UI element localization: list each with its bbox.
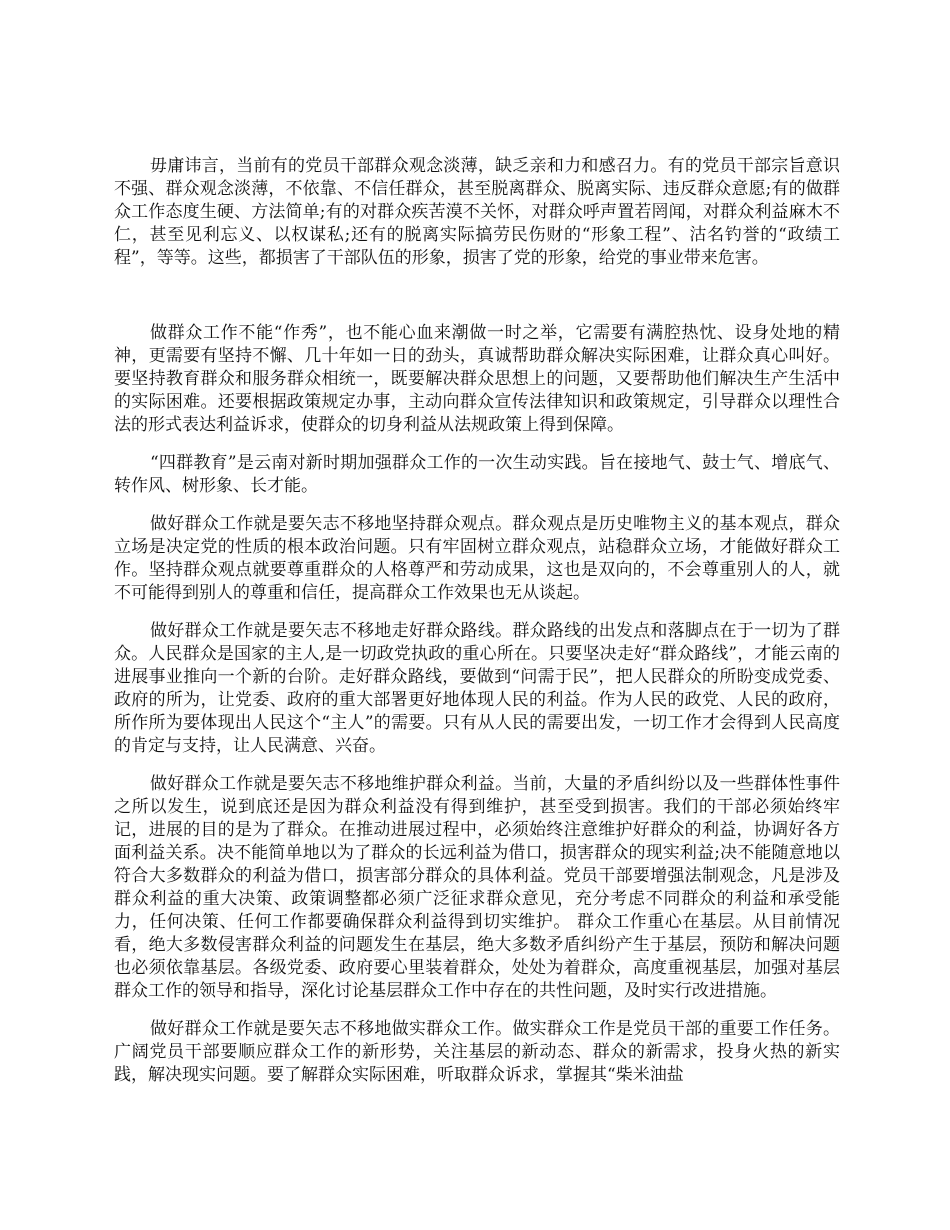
paragraph-4: 做好群众工作就是要矢志不移地坚持群众观点。群众观点是历史唯物主义的基本观点，群众立场是决定党的性质的根本政治问题。只有牢固树立群众观点，站稳群众立场，才能做好群众工作。坚持群众观点就要尊重群众的人格尊严和劳动成果，这也是双向的，不会尊重别人的人，就不可能得到别人的尊重和信任，提高群众工作效果也无从谈起。 — [114, 514, 840, 603]
document-page — [114, 155, 840, 1087]
paragraph-3: “四群教育”是云南对新时期加强群众工作的一次生动实践。旨在接地气、鼓士气、增底气、转作风、树形象、长才能。 — [114, 453, 840, 496]
paragraph-7: 做好群众工作就是要矢志不移地做实群众工作。做实群众工作是党员干部的重要工作任务。广阔党员干部要顺应群众工作的新形势，关注基层的新动态、群众的新需求，投身火热的新实践，解决现实问题。要了解群众实际困难，听取群众诉求，掌握其“柴米油盐 — [114, 1019, 840, 1085]
paragraph-5: 做好群众工作就是要矢志不移地走好群众路线。群众路线的出发点和落脚点在于一切为了群众。人民群众是国家的主人,是一切政党执政的重心所在。只要坚决走好“群众路线”，才能云南的进展事业推向一个新的台阶。走好群众路线，要做到“问需于民”，把人民群众的所盼变成党委、政府的所为，让党委、政府的重大部署更好地体现人民的利益。作为人民的政党、人民的政府，所作所为要体现出人民这个“主人”的需要。只有从人民的需要出发，一切工作才会得到人民高度的肯定与支持，让人民满意、兴奋。 — [114, 621, 840, 756]
paragraph-6: 做好群众工作就是要矢志不移地维护群众利益。当前，大量的矛盾纠纷以及一些群体性事件之所以发生，说到底还是因为群众利益没有得到维护，甚至受到损害。我们的干部必须始终牢记，进展的目的是为了群众。在推动进展过程中，必须始终注意维护好群众的利益，协调好各方面利益关系。决不能简单地以为了群众的长远利益为借口，损害群众的现实利益;决不能随意地以符合大多数群众的利益为借口，损害部分群众的具体利益。党员干部要增强法制观念，凡是涉及群众利益的重大决策、政策调整都必须广泛征求群众意见，充分考虑不同群众的利益和承受能力，任何决策、任何工作都要确保群众利益得到切实维护。 群众工作重心在基层。从目前情况看，绝大多数侵害群众利益的问题发生在基层，绝大多数矛盾纠纷产生于基层，预防和解决问题也必须依靠基层。各级党委、政府要心里装着群众，处处为着群众，高度重视基层，加强对基层群众工作的领导和指导，深化讨论基层群众工作中存在的共性问题，及时实行改进措施。 — [114, 774, 840, 1001]
paragraph-1: 毋庸讳言，当前有的党员干部群众观念淡薄，缺乏亲和力和感召力。有的党员干部宗旨意识不强、群众观念淡薄，不依靠、不信任群众，甚至脱离群众、脱离实际、违反群众意愿;有的做群众工作态度生硬、方法简单;有的对群众疾苦漠不关怀，对群众呼声置若罔闻，对群众利益麻木不仁，甚至见利忘义、以权谋私;还有的脱离实际搞劳民伤财的“形象工程”、沽名钓誉的“政绩工程”，等等。这些，都损害了干部队伍的形象，损害了党的形象，给党的事业带来危害。 — [114, 156, 840, 268]
paragraph-2: 做群众工作不能“作秀”，也不能心血来潮做一时之举，它需要有满腔热忱、设身处地的精神，更需要有坚持不懈、几十年如一日的劲头，真诚帮助群众解决实际困难，让群众真心叫好。要坚持教育群众和服务群众相统一，既要解决群众思想上的问题，又要帮助他们解决生产生活中的实际困难。还要根据政策规定办事，主动向群众宣传法律知识和政策规定，引导群众以理性合法的形式表达利益诉求，使群众的切身利益从法规政策上得到保障。 — [114, 323, 840, 435]
